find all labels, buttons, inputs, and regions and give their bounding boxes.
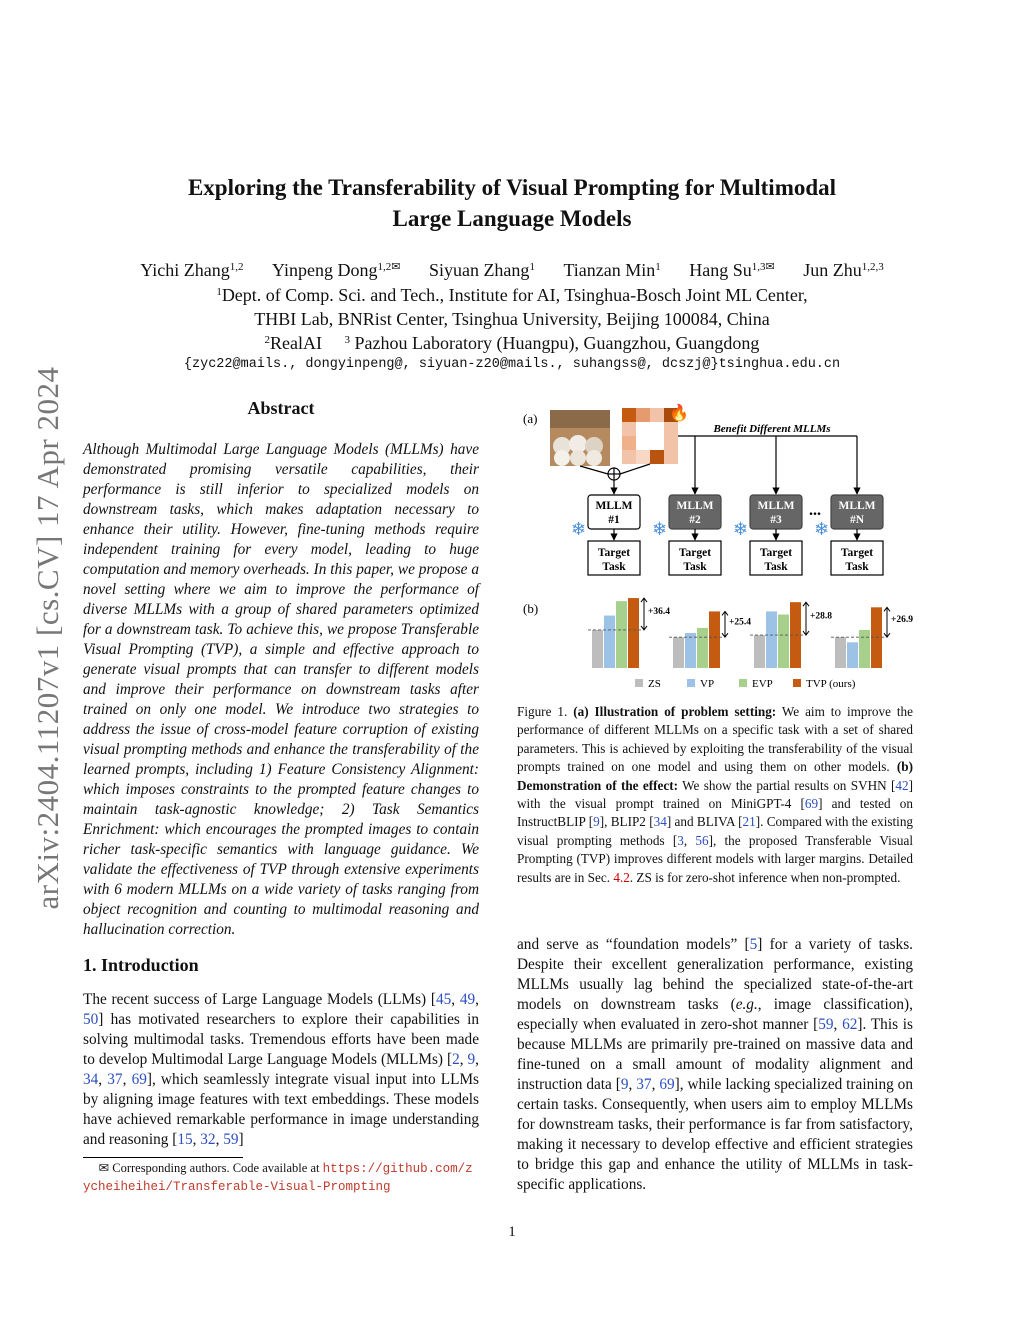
citation-link[interactable]: 34 bbox=[83, 1071, 99, 1088]
gain-label: +26.9 bbox=[891, 615, 914, 626]
target-task-box-3 bbox=[750, 541, 802, 575]
author: Yinpeng Dong$^{1,2✉}$ bbox=[271, 260, 401, 280]
bar-zs-2 bbox=[673, 637, 684, 668]
bar-zs-1 bbox=[592, 630, 603, 668]
svg-text:Task: Task bbox=[602, 561, 626, 573]
bar-chart bbox=[588, 598, 913, 668]
citation-link[interactable]: 45 bbox=[435, 991, 452, 1008]
section-link[interactable]: 4.2 bbox=[613, 869, 630, 885]
legend-swatch bbox=[739, 679, 747, 687]
footnote: ✉ Corresponding authors. Code available at https://github.com/zycheiheihei/Transferable-Visual-Prompting bbox=[83, 1161, 473, 1194]
svg-text:#2: #2 bbox=[689, 514, 701, 526]
citation-link[interactable]: 15 bbox=[177, 1131, 193, 1148]
citation-link[interactable]: 3 bbox=[677, 832, 684, 848]
arxiv-identifier: arXiv:2404.11207v1 [cs.CV] 17 Apr 2024 bbox=[30, 366, 65, 910]
svg-text:Task: Task bbox=[764, 561, 788, 573]
svg-text:MLLM: MLLM bbox=[595, 500, 633, 512]
bar-vp-2 bbox=[685, 633, 696, 668]
bar-vp-1 bbox=[604, 616, 615, 668]
citation-link[interactable]: 9 bbox=[593, 814, 600, 830]
input-image bbox=[550, 410, 610, 466]
author: Yichi Zhang$^{1,2}$ bbox=[140, 260, 244, 280]
legend-swatch bbox=[687, 679, 695, 687]
svg-text:#N: #N bbox=[849, 514, 865, 526]
envelope-icon: ✉ bbox=[98, 1161, 110, 1175]
citation-link[interactable]: 49 bbox=[459, 991, 476, 1008]
figure-1 bbox=[517, 398, 917, 696]
bar-vp-3 bbox=[766, 611, 777, 668]
citation-link[interactable]: 42 bbox=[895, 777, 909, 793]
svg-text:#1: #1 bbox=[608, 514, 620, 526]
svg-text:MLLM: MLLM bbox=[838, 500, 876, 512]
svg-text:Target: Target bbox=[759, 547, 793, 559]
footnote-rule bbox=[83, 1157, 243, 1158]
bar-evp-4 bbox=[859, 630, 870, 668]
citation-link[interactable]: 34 bbox=[653, 814, 667, 830]
flame-icon: 🔥 bbox=[669, 405, 689, 422]
bar-zs-3 bbox=[754, 635, 765, 668]
bar-tvp-ours-2 bbox=[709, 611, 720, 668]
affiliation-line-3: $^2$RealAI $^3$ Pazhou Laboratory (Huangpu), Guangzhou, Guangdong bbox=[264, 333, 760, 353]
bar-tvp-ours-4 bbox=[871, 607, 882, 668]
target-task-box-1 bbox=[588, 541, 640, 575]
page-number: 1 bbox=[508, 1224, 516, 1240]
mllm-box-1 bbox=[588, 495, 640, 529]
legend-swatch bbox=[635, 679, 643, 687]
affiliation-line-1: $^1$Dept. of Comp. Sci. and Tech., Institute for AI, Tsinghua-Bosch Joint ML Center, bbox=[216, 285, 808, 305]
citation-link[interactable]: 9 bbox=[467, 1051, 476, 1068]
citation-link[interactable]: 37 bbox=[636, 1076, 652, 1093]
figure-panel-label-b: (b) bbox=[523, 601, 539, 616]
svg-text:Target: Target bbox=[597, 547, 631, 559]
gain-label: +28.8 bbox=[810, 611, 833, 622]
citation-link[interactable]: 69 bbox=[659, 1076, 675, 1093]
snowflake-icon: ❄ bbox=[652, 519, 668, 539]
paper-title bbox=[100, 172, 924, 234]
svg-text:MLLM: MLLM bbox=[676, 500, 714, 512]
citation-link[interactable]: 59 bbox=[223, 1131, 239, 1148]
svg-text:Target: Target bbox=[840, 547, 874, 559]
citation-link[interactable]: 9 bbox=[620, 1076, 629, 1093]
author-list bbox=[60, 258, 964, 282]
legend-label: TVP (ours) bbox=[806, 678, 856, 690]
legend-label: VP bbox=[700, 678, 715, 690]
mllm-box-3 bbox=[750, 495, 802, 529]
benefit-banner: Benefit Different MLLMs bbox=[713, 423, 831, 435]
citation-link[interactable]: 69 bbox=[131, 1071, 147, 1088]
code-repository-link[interactable]: https://github.com/zycheiheihei/Transferable-Visual-Prompting bbox=[83, 1162, 473, 1194]
svg-text:MLLM: MLLM bbox=[757, 500, 795, 512]
citation-link[interactable]: 62 bbox=[842, 1016, 858, 1033]
legend-swatch bbox=[793, 679, 801, 687]
svg-text:Task: Task bbox=[683, 561, 707, 573]
svg-text:Task: Task bbox=[845, 561, 869, 573]
introduction-paragraph: The recent success of Large Language Models (LLMs) [45, 49, 50] has motivated researchers to explore their capabilities in solving multimodal tasks. Tremendous efforts have been made to develop Multimodal Large Language Models (MLLMs) [2, 9, 34, 37, 69], which seamlessly integrate visual input into LLMs by aligning image features with text embeddings. These models have achieved remarkable performance in image understanding and reasoning [15, 32, 59] bbox=[83, 991, 479, 1148]
citation-link[interactable]: 56 bbox=[695, 832, 709, 848]
abstract-text: Although Multimodal Large Language Models (MLLMs) have demonstrated promising versatile capabilities, their performance is still inferior to specialized models on downstream tasks, which makes adaptation necessary to enhance their utility. However, fine-tuning methods require independent training for every model, leading to huge computation and memory overheads. In this paper, we propose a novel setting where we aim to improve the performance of diverse MLLMs with a group of shared parameters optimized for a downstream task. To achieve this, we propose Transferable Visual Prompting (TVP), a simple and effective approach to generate visual prompts that can transfer to different models and improve their performance on downstream tasks after trained on only one model. We introduce two strategies to address the issue of cross-model feature corruption of existing visual prompting methods and enhance the transferability of the learned prompts, including 1) Feature Consistency Alignment: which imposes constraints to the prompted feature changes to maintain task-agnostic knowledge; 2) Task Semantics Enrichment: which encourages the prompted images to contain richer task-specific semantics with language guidance. We validate the effectiveness of TVP through extensive experiments with 6 modern MLLMs on a wide variety of tasks ranging from object recognition and counting to multimodal reasoning and hallucination correction. bbox=[83, 441, 479, 938]
section-heading-introduction: 1. Introduction bbox=[83, 955, 199, 975]
bar-vp-4 bbox=[847, 642, 858, 668]
bar-evp-3 bbox=[778, 615, 789, 668]
citation-link[interactable]: 50 bbox=[83, 1011, 99, 1028]
title-line-1: Exploring the Transferability of Visual Prompting for Multimodal bbox=[187, 175, 837, 200]
target-task-box-n bbox=[831, 541, 883, 575]
bar-evp-2 bbox=[697, 628, 708, 668]
author: Hang $Su^{1,3✉}$ bbox=[689, 260, 775, 280]
citation-link[interactable]: 5 bbox=[749, 936, 758, 953]
figure-caption: Figure 1. (a) Illustration of problem setting: We aim to improve the performance of different MLLMs on a specific task with a set of shared parameters. This is achieved by exploiting the transferability of the visual prompts trained on one model and using them on other models. (b) Demonstration of the effect: We show the partial results on SVHN [42] with the visual prompt trained on MiniGPT-4 [69] and tested on InstructBLIP [9], BLIP2 [34] and BLIVA [21]. Compared with the existing visual prompting methods [3, 56], the proposed Transferable Visual Prompting (TVP) improves different models with larger margins. Detailed results are in Sec. 4.2. ZS is for zero-shot inference when non-prompted. bbox=[517, 704, 914, 885]
chart-legend bbox=[635, 678, 856, 690]
figure-panel-label-a: (a) bbox=[523, 411, 538, 426]
legend-label: ZS bbox=[648, 678, 661, 690]
bar-tvp-ours-1 bbox=[628, 598, 639, 668]
gain-label: +25.4 bbox=[729, 617, 752, 628]
snowflake-icon: ❄ bbox=[571, 519, 587, 539]
legend-label: EVP bbox=[752, 678, 773, 690]
affiliation-line-2: THBI Lab, BNRist Center, Tsinghua University, Beijing 100084, China bbox=[254, 309, 770, 329]
svg-text:Target: Target bbox=[678, 547, 712, 559]
svg-text:#3: #3 bbox=[770, 514, 782, 526]
bar-evp-1 bbox=[616, 601, 627, 668]
mllm-box-n bbox=[831, 495, 883, 529]
snowflake-icon: ❄ bbox=[814, 519, 830, 539]
gain-label: +36.4 bbox=[648, 607, 671, 617]
ellipsis: ... bbox=[809, 502, 821, 519]
bar-zs-4 bbox=[835, 637, 846, 668]
author-emails: {zyc22@mails., dongyinpeng@, siyuan-z20@mails., suhangss@, dcszj@}tsinghua.edu.cn bbox=[183, 357, 841, 372]
abstract-heading: Abstract bbox=[247, 398, 315, 418]
target-task-box-2 bbox=[669, 541, 721, 575]
right-column-paragraph: and serve as “foundation models” [5] for a variety of tasks. Despite their excellent generalization performance, existing MLLMs usually lag behind the specialized state-of-the-art models on downstream tasks (e.g., image classification), especially when evaluated in zero-shot manner [59, 62]. This is because MLLMs are primarily pre-trained on massive data and fine-tuned on a small amount of modality alignment and instruction data [9, 37, 69], while lacking specialized training on certain tasks. Consequently, when users aim to employ MLLMs for downstream tasks, their performance is far from satisfactory, making it necessary to develop effective and efficient strategies to bridge this gap and enhance the utility of MLLMs in task-specific applications. bbox=[517, 936, 913, 1193]
citation-link[interactable]: 59 bbox=[818, 1016, 834, 1033]
author: Tianzan Min$^1$ bbox=[563, 260, 661, 280]
title-line-2: Large Language Models bbox=[392, 206, 632, 231]
author: Siyuan Zhang$^1$ bbox=[428, 260, 535, 280]
citation-link[interactable]: 2 bbox=[452, 1051, 460, 1068]
snowflake-icon: ❄ bbox=[733, 519, 749, 539]
author: Jun Zhu$^{1,2,3}$ bbox=[803, 260, 884, 280]
citation-link[interactable]: 21 bbox=[742, 814, 756, 830]
citation-link[interactable]: 37 bbox=[107, 1071, 123, 1088]
citation-link[interactable]: 32 bbox=[200, 1131, 216, 1148]
mllm-box-2 bbox=[669, 495, 721, 529]
citation-link[interactable]: 69 bbox=[804, 796, 819, 812]
